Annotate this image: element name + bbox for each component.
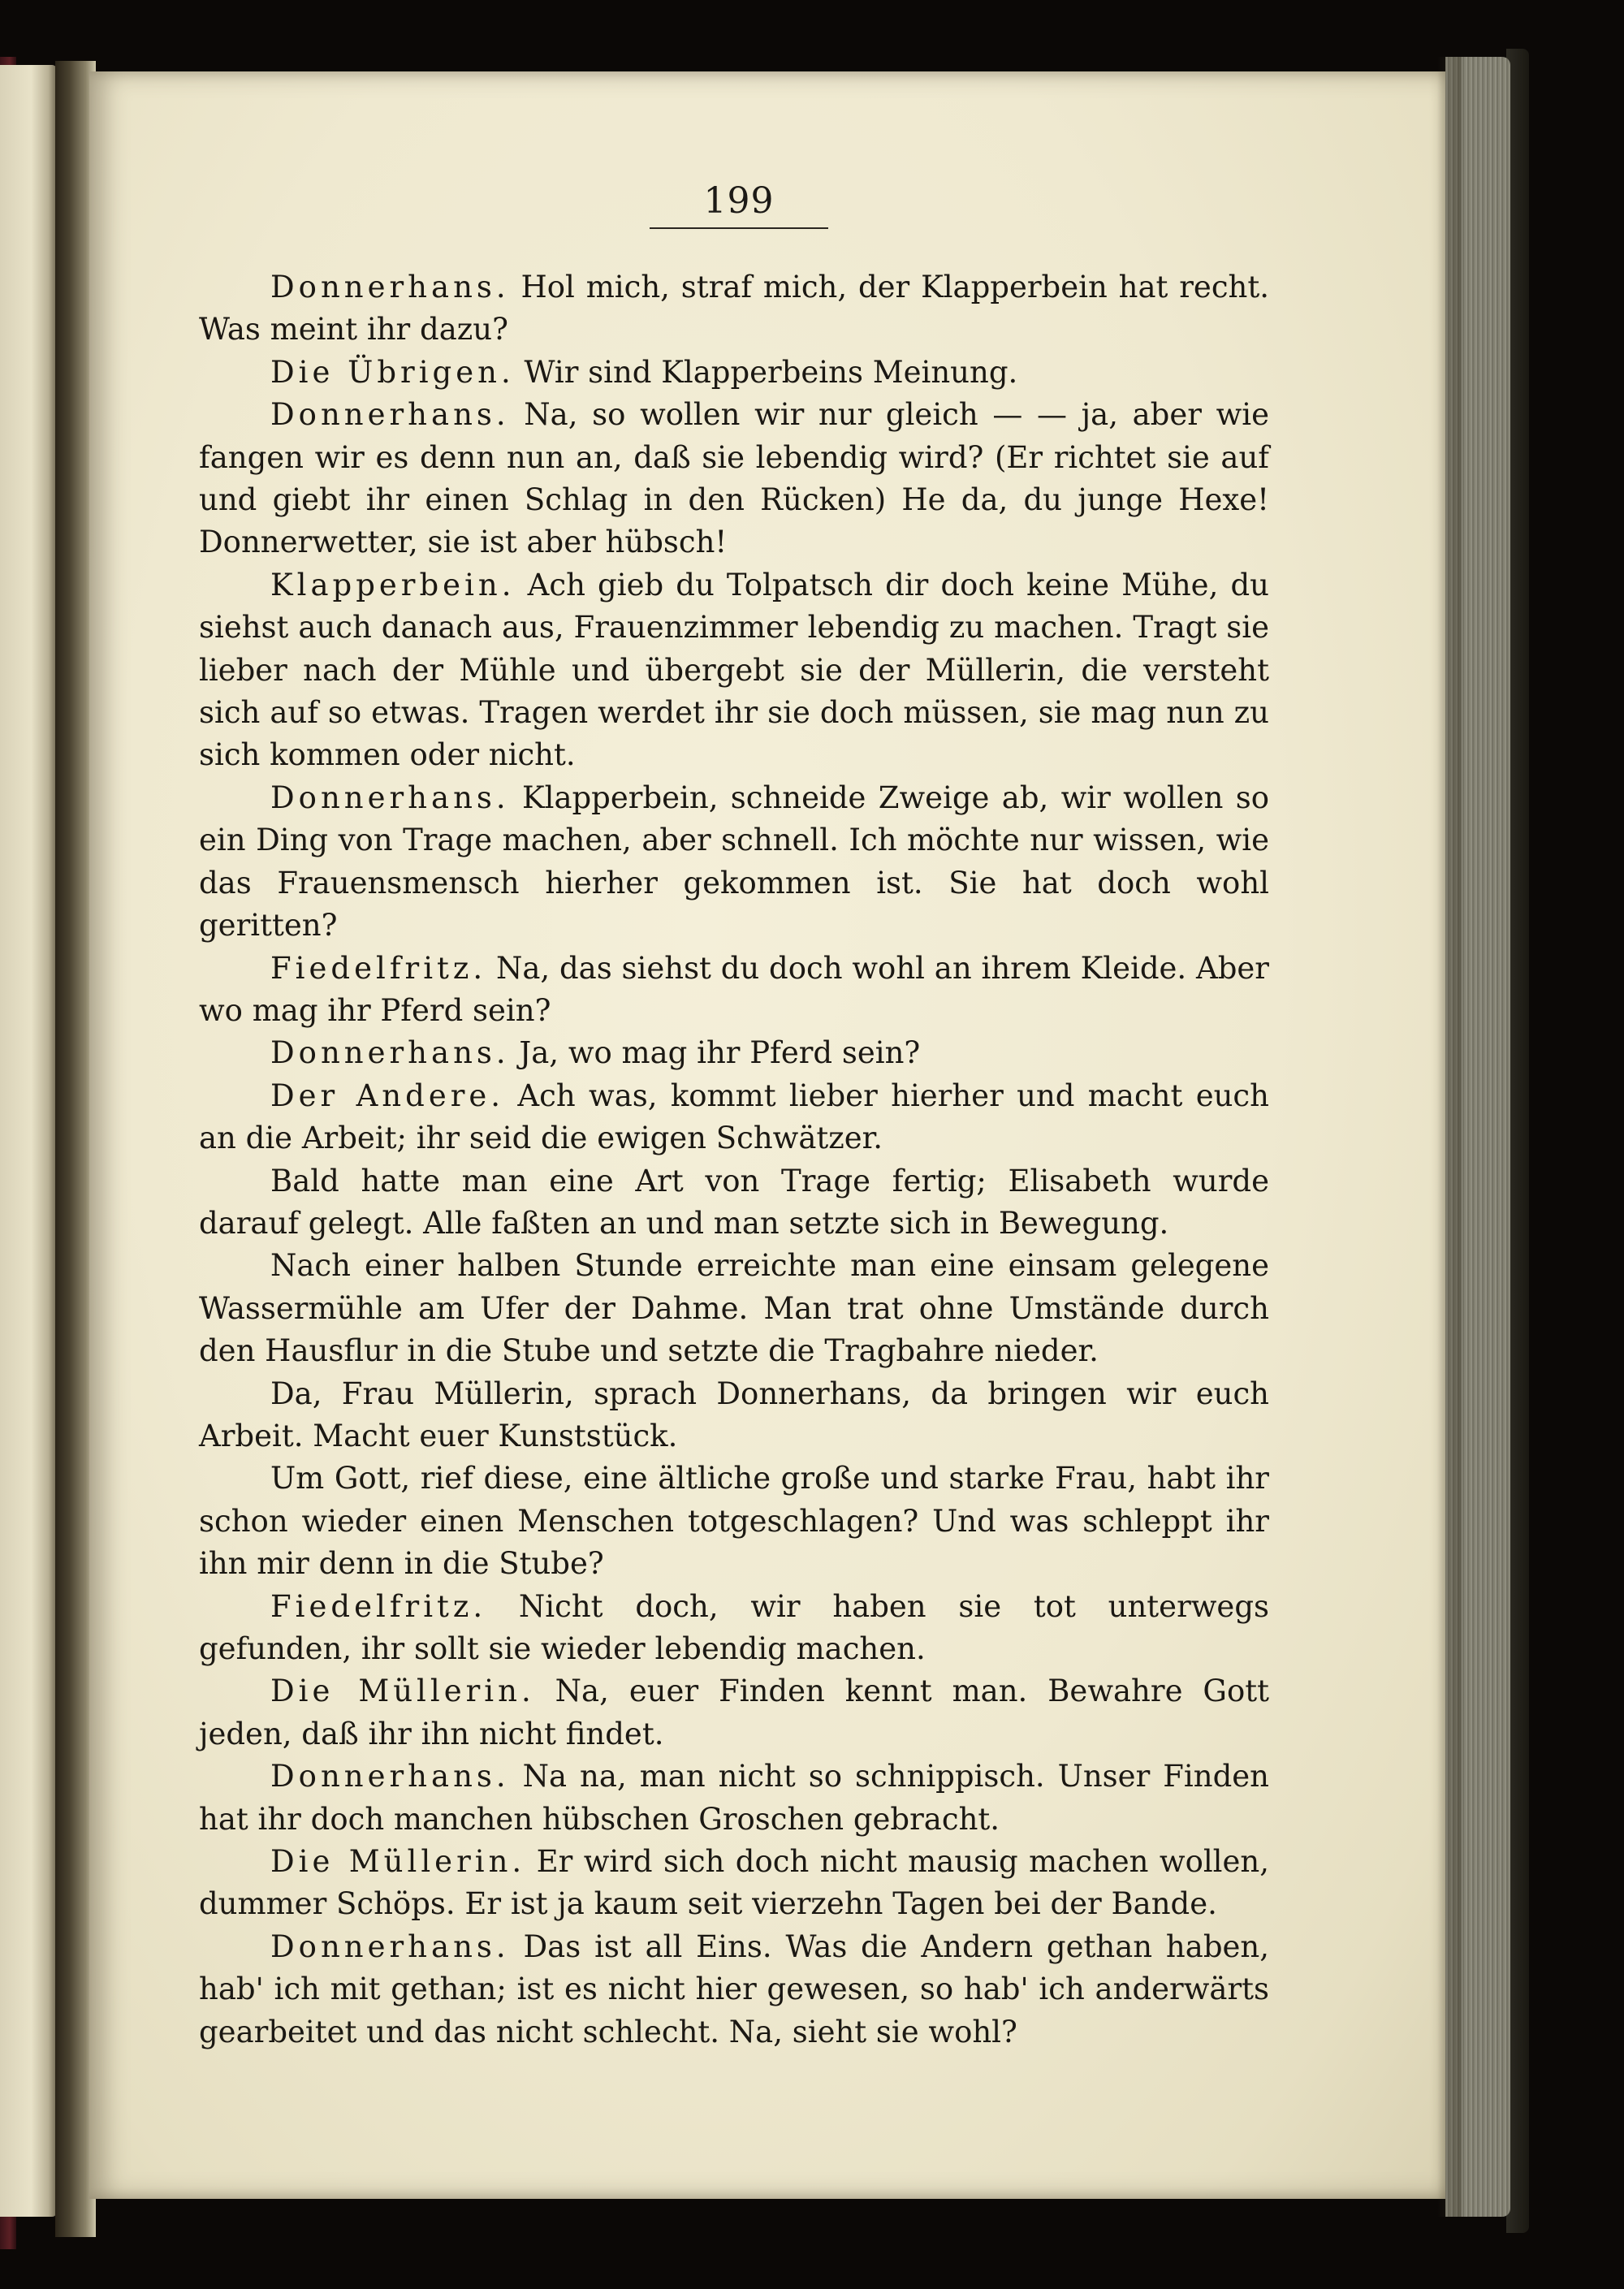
paragraph-text: Ach gieb du Tolpatsch dir doch keine Mühe, du siehst auch danach aus, Frauenzimmer lebendig zu machen. Tragt sie lieber nach der Mühle und übergebt sie der Müllerin, die versteht sich auf so etwas. Tragen werdet ihr sie doch müssen, sie mag nun zu sich kommen oder nicht. <box>199 567 1269 773</box>
speaker-name: Fiedelfritz. <box>270 950 487 986</box>
paragraph-text: Na na, man nicht so schnippisch. Unser Finden hat ihr doch manchen hübschen Groschen gebracht. <box>199 1759 1269 1837</box>
paragraph-text: Er wird sich doch nicht mausig machen wollen, dummer Schöps. Er ist ja kaum seit vierzehn Tagen bei der Bande. <box>199 1844 1270 1922</box>
left-page-edge <box>0 65 57 2217</box>
paragraph-text: Na, euer Finden kennt man. Bewahre Gott jeden, daß ihr ihn nicht findet. <box>199 1674 1269 1751</box>
speaker-name: Klapperbein. <box>270 567 516 602</box>
speaker-name: Donnerhans. <box>270 1035 510 1071</box>
speaker-name: Donnerhans. <box>270 270 510 304</box>
paragraph <box>199 352 1269 394</box>
paragraph-text: Das ist all Eins. Was die Andern gethan haben, hab' ich mit gethan; ist es nicht hier gewesen, so hab' ich anderwärts gearbeitet und das nicht schlecht. Na, sieht sie wohl? <box>199 1928 1269 2049</box>
speaker-name: Donnerhans. <box>270 1759 510 1794</box>
paragraph <box>199 1245 1269 1372</box>
paragraph <box>199 564 1269 777</box>
paragraph <box>199 1586 1269 1671</box>
paragraph-text: Da, Frau Müllerin, sprach Donnerhans, da bringen wir euch Arbeit. Macht euer Kunststück. <box>199 1376 1269 1453</box>
paragraph <box>199 1670 1269 1756</box>
paragraph-text: Um Gott, rief diese, eine ältliche große und starke Frau, habt ihr schon wieder einen Menschen totgeschlagen? Und was schleppt ihr ihn mir denn in die Stube? <box>199 1461 1269 1582</box>
paragraph <box>199 394 1269 564</box>
speaker-name: Donnerhans. <box>270 1928 510 1964</box>
speaker-name: Donnerhans. <box>270 780 510 815</box>
paragraph <box>199 1841 1269 1926</box>
paragraph <box>199 1160 1269 1246</box>
paragraph <box>199 1032 1269 1074</box>
page-number-rule <box>650 227 828 229</box>
paragraph-text: Hol mich, straf mich, der Klapperbein hat recht. Was meint ihr dazu? <box>199 270 1269 348</box>
paragraph-text: Wir sind Klapperbeins Meinung. <box>514 354 1018 390</box>
paragraph-text: Ja, wo mag ihr Pferd sein? <box>509 1035 921 1071</box>
paragraph <box>199 777 1269 948</box>
paragraph-text: Ach was, kommt lieber hierher und macht euch an die Arbeit; ihr seid die ewigen Schwätzer. <box>199 1078 1269 1156</box>
page-edge-shadow <box>1437 57 1462 2217</box>
page-number: 199 <box>703 180 775 222</box>
paragraph <box>199 266 1269 352</box>
paragraph <box>199 1075 1269 1160</box>
paragraph-text: Nicht doch, wir haben sie tot unterwegs gefunden, ihr sollt sie wieder lebendig machen. <box>199 1588 1269 1666</box>
speaker-name: Die Müllerin. <box>270 1674 535 1709</box>
paragraph-text: Bald hatte man eine Art von Trage fertig; Elisabeth wurde darauf gelegt. Alle faßten an und man setzte sich in Bewegung. <box>199 1163 1269 1241</box>
speaker-name: Die Übrigen. <box>270 354 515 390</box>
speaker-name: Die Müllerin. <box>270 1844 526 1880</box>
paragraph-text: Nach einer halben Stunde erreichte man eine einsam gelegene Wassermühle am Ufer der Dahme. Man trat ohne Umstände durch den Hausflur in die Stube und setzte die Tragbahre nieder. <box>199 1248 1269 1369</box>
paragraph-text: Na, das siehst du doch wohl an ihrem Kleide. Aber wo mag ihr Pferd sein? <box>199 950 1269 1028</box>
speaker-name: Fiedelfritz. <box>270 1588 487 1624</box>
paragraph-text: Klapperbein, schneide Zweige ab, wir wollen so ein Ding von Trage machen, aber schnell. Ich möchte nur wissen, wie das Frauensmensch hierher gekommen ist. Sie hat doch wohl geritten? <box>199 780 1269 944</box>
paragraph <box>199 948 1269 1033</box>
page-text <box>199 266 1269 2054</box>
paragraph <box>199 1373 1269 1458</box>
paragraph <box>199 1756 1269 1841</box>
speaker-name: Der Andere. <box>270 1078 505 1113</box>
paragraph <box>199 1458 1269 1585</box>
paragraph-text: Na, so wollen wir nur gleich — — ja, aber wie fangen wir es denn nun an, daß sie lebendig wird? (Er richtet sie auf und giebt ihr einen Schlag in den Rücken) He da, du junge Hexe! Donnerwetter, sie ist aber hübsch! <box>199 397 1269 560</box>
speaker-name: Donnerhans. <box>270 397 510 433</box>
paragraph <box>199 1926 1269 2054</box>
